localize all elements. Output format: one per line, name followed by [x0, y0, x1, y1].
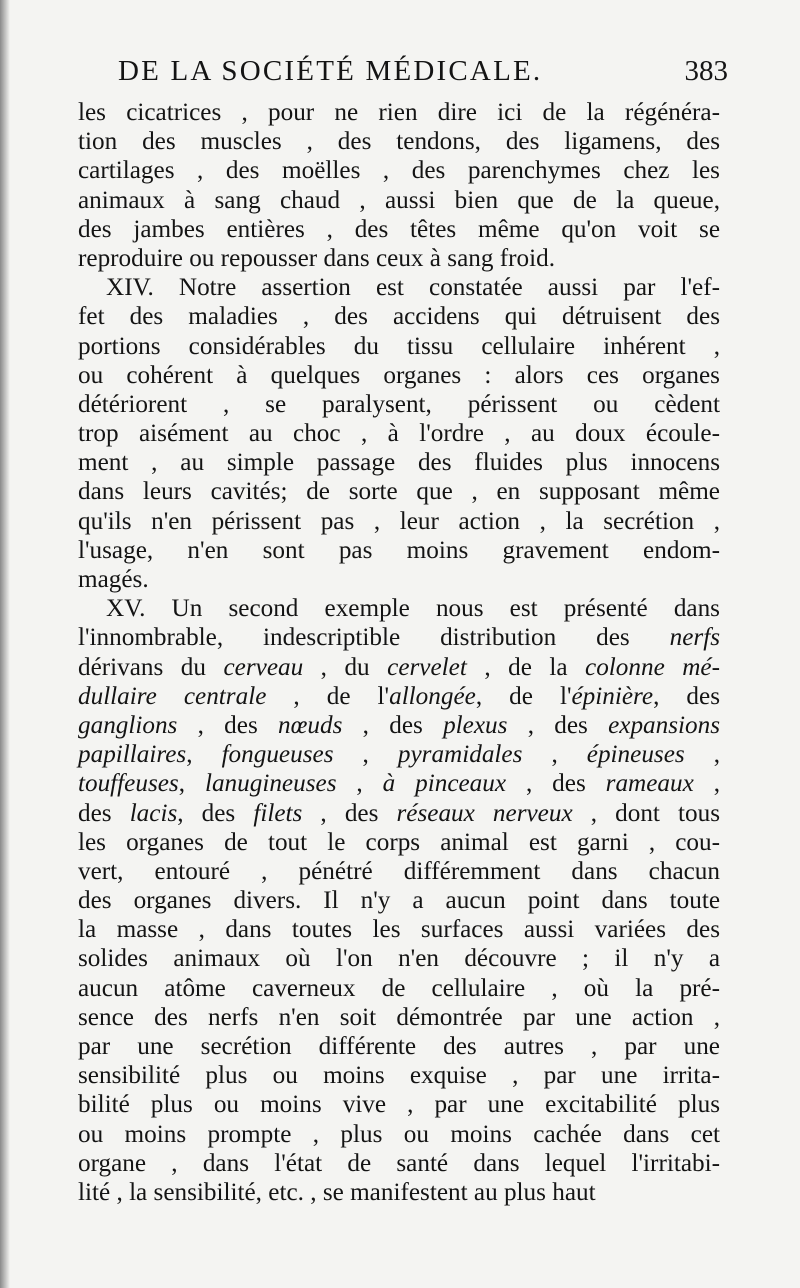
text-line: dullaire centrale , de l'allongée, de l'épinière, des: [78, 682, 720, 710]
running-title: DE LA SOCIÉTÉ MÉDICALE.: [118, 55, 543, 87]
text-line: bilité plus ou moins vive , par une excitabilité plus: [78, 1091, 720, 1119]
text-line: organe , dans l'état de santé dans lequel l'irritabi-: [78, 1149, 720, 1177]
text-line: qu'ils n'en périssent pas , leur action , la secrétion ,: [78, 507, 720, 535]
text-line: les organes de tout le corps animal est garni , cou-: [78, 828, 720, 856]
text-line: l'innombrable, indescriptible distribution des nerfs: [78, 624, 720, 652]
text-line: vert, entouré , pénétré différemment dans chacun: [78, 857, 720, 885]
text-line: portions considérables du tissu cellulaire inhérent ,: [78, 332, 720, 360]
text-line: touffeuses, lanugineuses , à pinceaux , des rameaux ,: [78, 770, 721, 798]
text-line: aucun atôme caverneux de cellulaire , où la pré-: [78, 974, 720, 1002]
text-line: par une secrétion différente des autres , par une: [78, 1033, 720, 1060]
text-line: ganglions , des nœuds , des plexus , des expansions: [78, 711, 721, 739]
text-line: dérivans du cerveau , du cervelet , de la colonne mé-: [78, 653, 721, 681]
text-line: lité , la sensibilité, etc. , se manifestent au plus haut: [78, 1178, 596, 1206]
text-line: les cicatrices , pour ne rien dire ici de la régénéra-: [78, 99, 720, 126]
text-line: des lacis, des filets , des réseaux nerveux , dont tous: [78, 799, 720, 827]
text-line: détériorent , se paralysent, périssent ou cèdent: [78, 390, 720, 418]
text-line: ou moins prompte , plus ou moins cachée dans cet: [78, 1120, 720, 1148]
text-line: XV. Un second exemple nous est présenté dans: [106, 595, 720, 623]
text-line: cartilages , des moëlles , des parenchymes chez les: [78, 157, 720, 185]
text-line: ment , au simple passage des fluides plus innocens: [78, 449, 720, 477]
page-gutter-shadow: [0, 0, 10, 1288]
page-number: 383: [684, 55, 728, 87]
text-line: magés.: [78, 566, 149, 593]
text-line: sensibilité plus ou moins exquise , par une irrita-: [78, 1062, 720, 1090]
text-line: ou cohérent à quelques organes : alors ces organes: [78, 361, 720, 389]
text-line: tion des muscles , des tendons, des ligamens, des: [78, 128, 720, 156]
text-line: des jambes entières , des têtes même qu'on voit se: [78, 215, 720, 243]
body-text: [78, 98, 720, 1207]
text-line: trop aisément au choc , à l'ordre , au doux écoule-: [78, 420, 720, 448]
text-line: la masse , dans toutes les surfaces aussi variées des: [78, 916, 720, 944]
text-line: sence des nerfs n'en soit démontrée par une action ,: [78, 1003, 720, 1031]
text-line: XIV. Notre assertion est constatée aussi par l'ef-: [106, 274, 720, 302]
text-line: des organes divers. Il n'y a aucun point dans toute: [78, 887, 720, 915]
text-line: animaux à sang chaud , aussi bien que de la queue,: [78, 186, 720, 214]
text-line: papillaires, fongueuses , pyramidales , épineuses ,: [78, 741, 721, 769]
text-line: dans leurs cavités; de sorte que , en supposant même: [78, 478, 720, 506]
text-line: reproduire ou repousser dans ceux à sang froid.: [78, 244, 556, 272]
running-header: [118, 55, 728, 88]
text-line: fet des maladies , des accidens qui détruisent des: [78, 303, 720, 331]
text-line: solides animaux où l'on n'en découvre ; il n'y a: [78, 945, 720, 973]
text-line: l'usage, n'en sont pas moins gravement endom-: [78, 536, 720, 564]
